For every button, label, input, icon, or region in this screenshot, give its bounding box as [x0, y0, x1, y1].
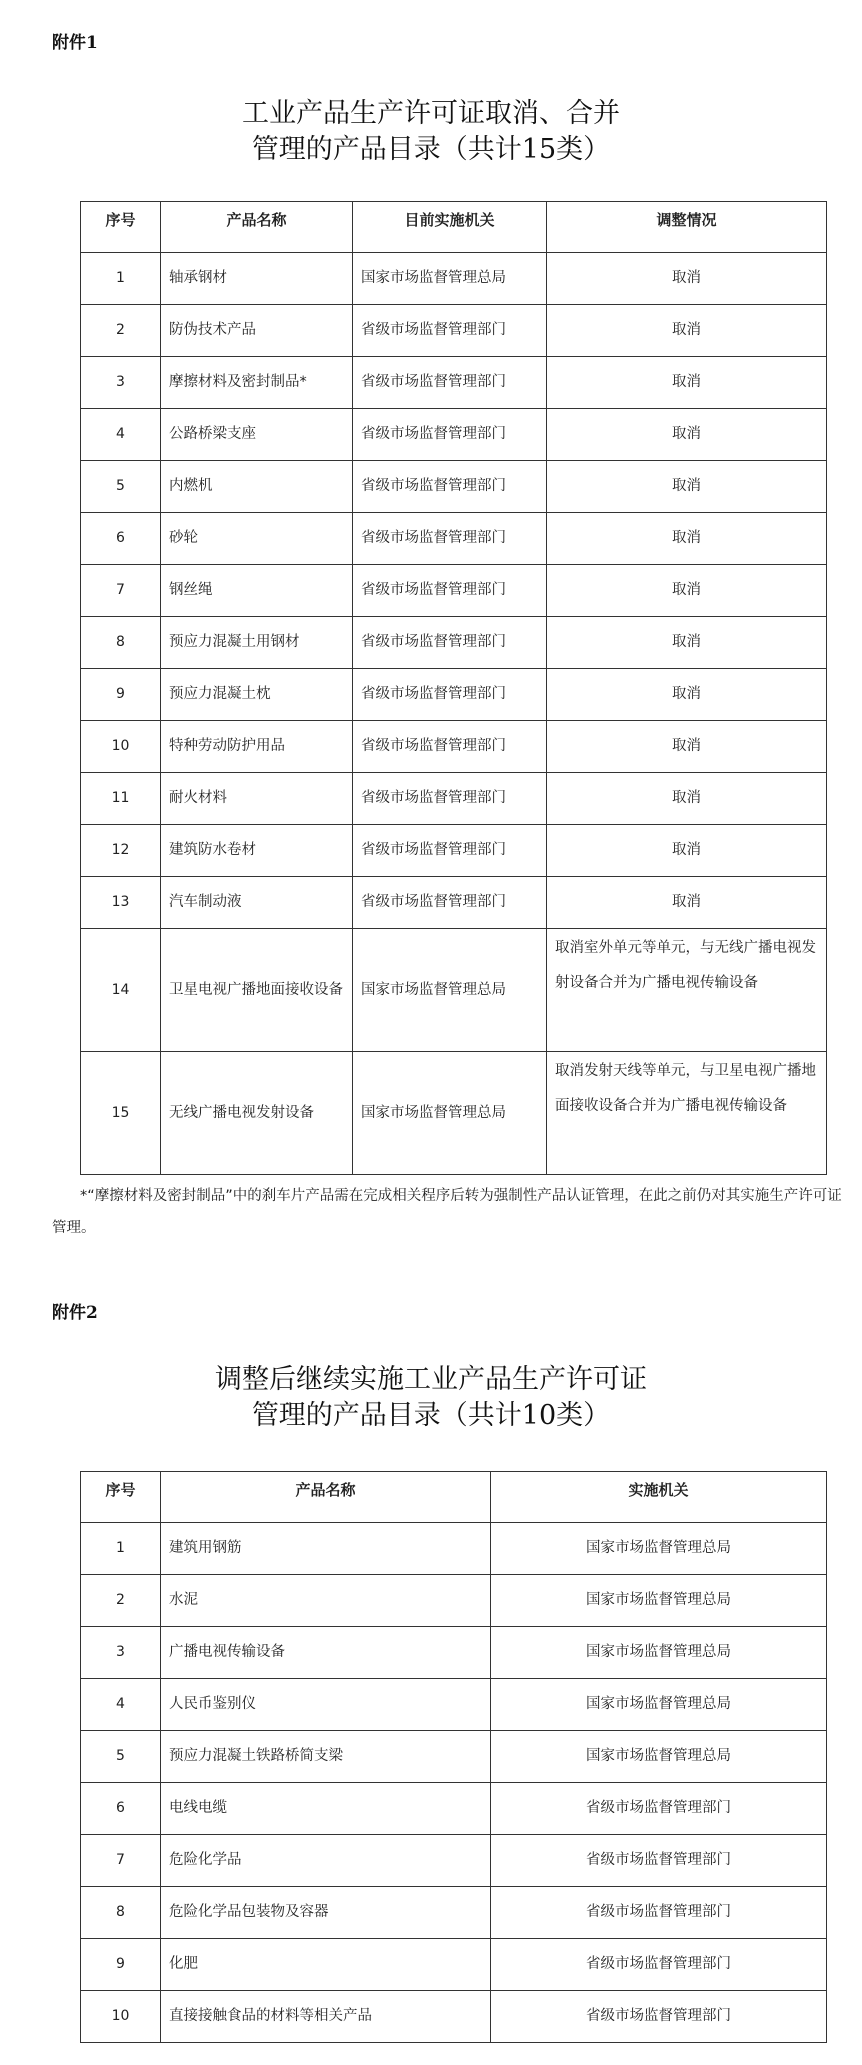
- table-row: [81, 1627, 827, 1679]
- row-number: 9: [81, 1939, 161, 1991]
- table-row: [81, 409, 827, 461]
- row-number: 12: [81, 825, 161, 877]
- row-agency: 省级市场监督管理部门: [353, 825, 547, 877]
- row-product: 预应力混凝土用钢材: [161, 617, 353, 669]
- annex1-title: [0, 96, 862, 168]
- table-row: [81, 1783, 827, 1835]
- table-row: [81, 513, 827, 565]
- table-row: [81, 1835, 827, 1887]
- row-product: 危险化学品包装物及容器: [161, 1887, 491, 1939]
- annex1-header-adjust: 调整情况: [547, 202, 827, 253]
- row-adjustment: 取消室外单元等单元，与无线广播电视发射设备合并为广播电视传输设备: [547, 929, 827, 1052]
- table-row: [81, 1575, 827, 1627]
- row-adjustment: 取消: [547, 357, 827, 409]
- row-number: 15: [81, 1052, 161, 1175]
- row-number: 9: [81, 669, 161, 721]
- row-product: 耐火材料: [161, 773, 353, 825]
- annex2-header-no: 序号: [81, 1472, 161, 1523]
- row-agency: 省级市场监督管理部门: [491, 1835, 827, 1887]
- table-row: [81, 565, 827, 617]
- table-row: [81, 877, 827, 929]
- row-adjustment: 取消: [547, 617, 827, 669]
- annex1-header-product: 产品名称: [161, 202, 353, 253]
- row-agency: 国家市场监督管理总局: [491, 1523, 827, 1575]
- table-row: [81, 1991, 827, 2043]
- row-number: 3: [81, 1627, 161, 1679]
- row-product: 摩擦材料及密封制品*: [161, 357, 353, 409]
- table-row: [81, 825, 827, 877]
- row-adjustment: 取消: [547, 565, 827, 617]
- row-product: 建筑用钢筋: [161, 1523, 491, 1575]
- annex1-header-row: [81, 202, 827, 253]
- row-agency: 国家市场监督管理总局: [491, 1731, 827, 1783]
- row-product: 砂轮: [161, 513, 353, 565]
- row-product: 水泥: [161, 1575, 491, 1627]
- row-product: 公路桥梁支座: [161, 409, 353, 461]
- row-adjustment: 取消: [547, 877, 827, 929]
- row-adjustment: 取消: [547, 721, 827, 773]
- row-agency: 省级市场监督管理部门: [353, 721, 547, 773]
- row-number: 8: [81, 617, 161, 669]
- annex1-title-line2: 管理的产品目录（共计15类）: [251, 134, 611, 165]
- row-number: 4: [81, 409, 161, 461]
- row-number: 3: [81, 357, 161, 409]
- row-agency: 省级市场监督管理部门: [491, 1939, 827, 1991]
- row-agency: 省级市场监督管理部门: [353, 357, 547, 409]
- annex1-title-line1: 工业产品生产许可证取消、合并: [242, 98, 620, 129]
- annex2-title: [0, 1362, 862, 1434]
- annex1-footnote: *“摩擦材料及密封制品”中的刹车片产品需在完成相关程序后转为强制性产品认证管理，在此之前仍对其实施生产许可证管理。: [52, 1188, 842, 1236]
- annex2-title-line2: 管理的产品目录（共计10类）: [251, 1400, 611, 1431]
- row-agency: 国家市场监督管理总局: [491, 1679, 827, 1731]
- row-adjustment: 取消: [547, 409, 827, 461]
- row-adjustment: 取消: [547, 825, 827, 877]
- row-number: 4: [81, 1679, 161, 1731]
- table-row: [81, 461, 827, 513]
- table-row: [81, 1731, 827, 1783]
- row-number: 13: [81, 877, 161, 929]
- row-agency: 省级市场监督管理部门: [353, 773, 547, 825]
- row-number: 7: [81, 565, 161, 617]
- row-product: 卫星电视广播地面接收设备: [161, 929, 353, 1052]
- annex2-header-agency: 实施机关: [491, 1472, 827, 1523]
- row-product: 内燃机: [161, 461, 353, 513]
- annex1-header-agency: 目前实施机关: [353, 202, 547, 253]
- row-number: 5: [81, 461, 161, 513]
- annex1-label: 附件1: [52, 33, 98, 53]
- table-row: [81, 617, 827, 669]
- table-row: [81, 1523, 827, 1575]
- row-adjustment: 取消: [547, 669, 827, 721]
- row-number: 10: [81, 1991, 161, 2043]
- row-product: 预应力混凝土枕: [161, 669, 353, 721]
- row-number: 6: [81, 1783, 161, 1835]
- row-product: 汽车制动液: [161, 877, 353, 929]
- table-row: [81, 1939, 827, 1991]
- row-product: 钢丝绳: [161, 565, 353, 617]
- row-agency: 省级市场监督管理部门: [353, 617, 547, 669]
- row-adjustment: 取消: [547, 513, 827, 565]
- row-agency: 国家市场监督管理总局: [491, 1627, 827, 1679]
- row-agency: 国家市场监督管理总局: [353, 1052, 547, 1175]
- row-product: 预应力混凝土铁路桥简支梁: [161, 1731, 491, 1783]
- row-adjustment: 取消: [547, 305, 827, 357]
- table-row: [81, 1887, 827, 1939]
- row-product: 危险化学品: [161, 1835, 491, 1887]
- table-row: [81, 305, 827, 357]
- row-agency: 国家市场监督管理总局: [491, 1575, 827, 1627]
- row-number: 2: [81, 305, 161, 357]
- table-row: [81, 721, 827, 773]
- row-product: 防伪技术产品: [161, 305, 353, 357]
- row-product: 化肥: [161, 1939, 491, 1991]
- row-agency: 省级市场监督管理部门: [353, 461, 547, 513]
- table-row: [81, 1679, 827, 1731]
- row-product: 轴承钢材: [161, 253, 353, 305]
- row-number: 5: [81, 1731, 161, 1783]
- row-number: 1: [81, 253, 161, 305]
- annex1-table: [80, 201, 827, 1175]
- row-agency: 国家市场监督管理总局: [353, 253, 547, 305]
- row-product: 特种劳动防护用品: [161, 721, 353, 773]
- row-product: 直接接触食品的材料等相关产品: [161, 1991, 491, 2043]
- row-agency: 省级市场监督管理部门: [491, 1783, 827, 1835]
- row-product: 建筑防水卷材: [161, 825, 353, 877]
- annex2-table: [80, 1471, 827, 2043]
- annex2-label: 附件2: [52, 1303, 98, 1323]
- table-row: [81, 357, 827, 409]
- row-agency: 国家市场监督管理总局: [353, 929, 547, 1052]
- row-agency: 省级市场监督管理部门: [491, 1991, 827, 2043]
- row-number: 6: [81, 513, 161, 565]
- annex2-header-product: 产品名称: [161, 1472, 491, 1523]
- table-row: [81, 1052, 827, 1175]
- row-agency: 省级市场监督管理部门: [353, 513, 547, 565]
- row-product: 人民币鉴别仪: [161, 1679, 491, 1731]
- row-agency: 省级市场监督管理部门: [353, 409, 547, 461]
- row-product: 电线电缆: [161, 1783, 491, 1835]
- row-agency: 省级市场监督管理部门: [353, 669, 547, 721]
- row-product: 广播电视传输设备: [161, 1627, 491, 1679]
- row-agency: 省级市场监督管理部门: [353, 877, 547, 929]
- row-number: 1: [81, 1523, 161, 1575]
- row-number: 14: [81, 929, 161, 1052]
- row-adjustment: 取消: [547, 461, 827, 513]
- table-row: [81, 929, 827, 1052]
- row-number: 7: [81, 1835, 161, 1887]
- row-agency: 省级市场监督管理部门: [353, 565, 547, 617]
- row-adjustment: 取消: [547, 773, 827, 825]
- row-product: 无线广播电视发射设备: [161, 1052, 353, 1175]
- annex2-title-line1: 调整后继续实施工业产品生产许可证: [215, 1364, 647, 1395]
- table-row: [81, 773, 827, 825]
- row-agency: 省级市场监督管理部门: [353, 305, 547, 357]
- row-agency: 省级市场监督管理部门: [491, 1887, 827, 1939]
- annex2-header-row: [81, 1472, 827, 1523]
- row-number: 11: [81, 773, 161, 825]
- table-row: [81, 669, 827, 721]
- row-number: 8: [81, 1887, 161, 1939]
- annex1-header-no: 序号: [81, 202, 161, 253]
- row-adjustment: 取消: [547, 253, 827, 305]
- row-adjustment: 取消发射天线等单元，与卫星电视广播地面接收设备合并为广播电视传输设备: [547, 1052, 827, 1175]
- row-number: 2: [81, 1575, 161, 1627]
- table-row: [81, 253, 827, 305]
- row-number: 10: [81, 721, 161, 773]
